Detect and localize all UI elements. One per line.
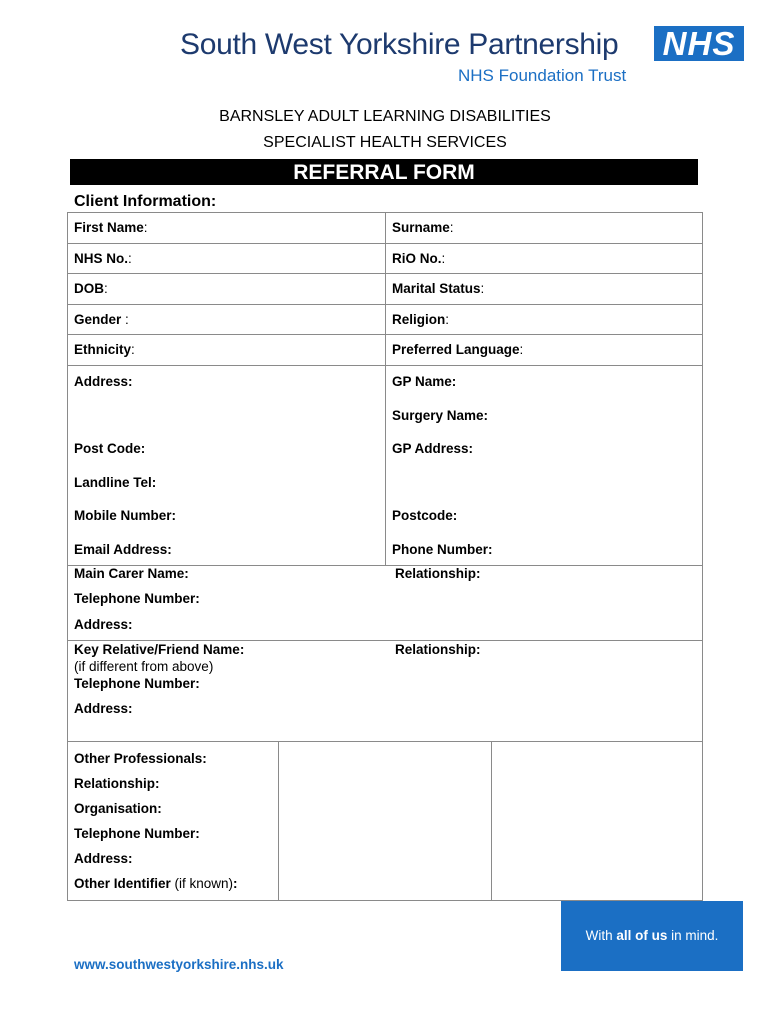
client-info-heading: Client Information: bbox=[74, 193, 217, 210]
postcode-label: Postcode: bbox=[392, 508, 458, 523]
landline-label: Landline Tel: bbox=[74, 475, 157, 490]
column-divider bbox=[491, 741, 492, 901]
service-line-1: BARNSLEY ADULT LEARNING DISABILITIES bbox=[219, 108, 551, 125]
carer-telephone-label: Telephone Number: bbox=[74, 591, 200, 606]
table-right-border bbox=[702, 212, 703, 901]
form-title: REFERRAL FORM bbox=[70, 159, 698, 185]
org-name: South West Yorkshire Partnership bbox=[180, 28, 619, 61]
gender-label: Gender : bbox=[74, 312, 129, 327]
tagline-banner: With all of us in mind. bbox=[561, 901, 743, 971]
relative-note: (if different from above) bbox=[74, 659, 214, 674]
ethnicity-label: Ethnicity: bbox=[74, 342, 135, 357]
nhs-logo: NHS bbox=[654, 26, 744, 61]
rio-no-label: RiO No.: bbox=[392, 251, 446, 266]
gp-address-label: GP Address: bbox=[392, 441, 474, 456]
row-divider bbox=[67, 640, 703, 641]
website-link[interactable]: www.southwestyorkshire.nhs.uk bbox=[74, 957, 284, 972]
other-professionals-label: Other Professionals: bbox=[74, 751, 207, 766]
post-code-label: Post Code: bbox=[74, 441, 146, 456]
nhs-no-label: NHS No.: bbox=[74, 251, 132, 266]
preferred-language-label: Preferred Language: bbox=[392, 342, 524, 357]
professional-relationship-label: Relationship: bbox=[74, 776, 160, 791]
relative-relationship-label: Relationship: bbox=[395, 642, 481, 657]
gp-name-label: GP Name: bbox=[392, 374, 457, 389]
carer-relationship-label: Relationship: bbox=[395, 566, 481, 581]
column-divider bbox=[278, 741, 279, 901]
row-divider bbox=[67, 741, 703, 742]
surgery-name-label: Surgery Name: bbox=[392, 408, 489, 423]
relative-telephone-label: Telephone Number: bbox=[74, 676, 200, 691]
first-name-label: First Name: bbox=[74, 220, 148, 235]
table-left-border bbox=[67, 212, 68, 901]
religion-label: Religion: bbox=[392, 312, 450, 327]
service-line-2: SPECIALIST HEALTH SERVICES bbox=[263, 134, 507, 151]
dob-label: DOB: bbox=[74, 281, 108, 296]
mobile-label: Mobile Number: bbox=[74, 508, 177, 523]
surname-label: Surname: bbox=[392, 220, 454, 235]
phone-label: Phone Number: bbox=[392, 542, 493, 557]
professional-telephone-label: Telephone Number: bbox=[74, 826, 200, 841]
carer-address-label: Address: bbox=[74, 617, 133, 632]
key-relative-label: Key Relative/Friend Name: bbox=[74, 642, 245, 657]
column-divider bbox=[385, 212, 386, 565]
email-label: Email Address: bbox=[74, 542, 172, 557]
address-label: Address: bbox=[74, 374, 133, 389]
trust-name: NHS Foundation Trust bbox=[458, 66, 627, 85]
main-carer-label: Main Carer Name: bbox=[74, 566, 189, 581]
marital-status-label: Marital Status: bbox=[392, 281, 485, 296]
relative-address-label: Address: bbox=[74, 701, 133, 716]
organisation-label: Organisation: bbox=[74, 801, 162, 816]
professional-address-label: Address: bbox=[74, 851, 133, 866]
other-identifier-label: Other Identifier (if known): bbox=[74, 876, 238, 891]
